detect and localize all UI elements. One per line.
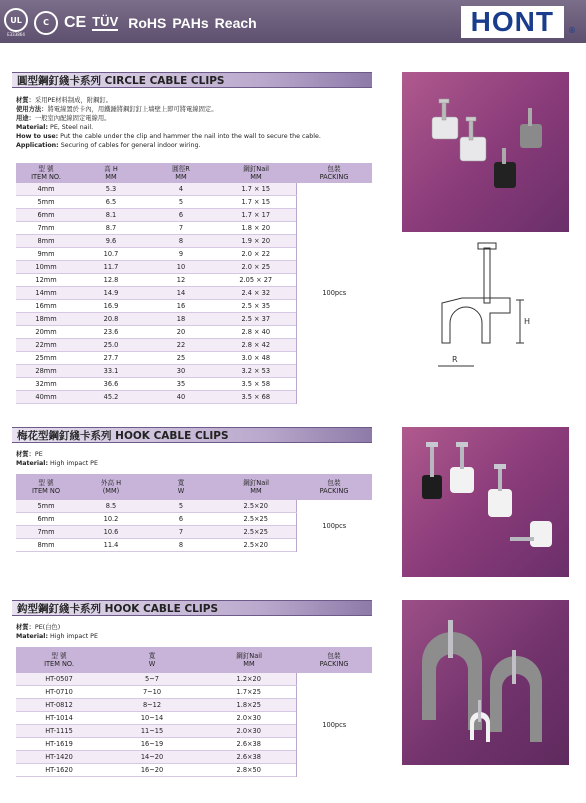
- table-cell: 12.8: [76, 274, 146, 287]
- col-header-height: 高 H MM: [76, 163, 146, 183]
- table-cell: 2.6×38: [202, 751, 296, 764]
- table-cell: 25mm: [16, 352, 76, 365]
- table-cell: 1.2×20: [202, 673, 296, 686]
- packing-cell: 100pcs: [296, 673, 372, 777]
- table-cell: 18: [146, 313, 216, 326]
- spec-table-circle-clips: [16, 163, 372, 404]
- table-cell: HT-0710: [16, 686, 102, 699]
- circle-clip-dimension-diagram: [402, 238, 569, 408]
- table-cell: 32mm: [16, 378, 76, 391]
- table-cell: 8mm: [16, 235, 76, 248]
- table-cell: 4mm: [16, 183, 76, 196]
- table-cell: 6: [146, 513, 216, 526]
- table-cell: 7mm: [16, 526, 76, 539]
- col-header-height: 外高 H (MM): [76, 474, 146, 500]
- table-cell: 27.7: [76, 352, 146, 365]
- table-cell: 10.6: [76, 526, 146, 539]
- cert-logos: [4, 8, 257, 37]
- table-cell: 2.0×30: [202, 712, 296, 725]
- table-cell: 8.5: [76, 500, 146, 513]
- table-cell: 16~19: [102, 738, 202, 751]
- table-cell: 6mm: [16, 209, 76, 222]
- table-cell: HT-1115: [16, 725, 102, 738]
- spec-table-hook-clips-2: [16, 647, 372, 777]
- table-cell: 2.8 × 42: [216, 339, 296, 352]
- table-cell: 36.6: [76, 378, 146, 391]
- table-cell: 2.6×38: [202, 738, 296, 751]
- ce-mark: CE: [64, 13, 87, 31]
- col-header-packing: 包裝 PACKING: [296, 163, 372, 183]
- table-cell: HT-1620: [16, 764, 102, 777]
- diagram-label-r: R: [452, 355, 458, 364]
- table-cell: 8: [146, 235, 216, 248]
- packing-cell: 100pcs: [296, 183, 372, 404]
- table-cell: 2.5×25: [216, 513, 296, 526]
- table-cell: 20.8: [76, 313, 146, 326]
- registered-mark: ®: [568, 26, 576, 35]
- table-cell: HT-0507: [16, 673, 102, 686]
- section-title-circle-clips: 圓型鋼釘綫卡系列 CIRCLE CABLE CLIPS: [12, 72, 372, 88]
- col-header-nail: 鋼釘Nail MM: [216, 474, 296, 500]
- table-cell: HT-0812: [16, 699, 102, 712]
- table-cell: 8mm: [16, 539, 76, 552]
- table-cell: 1.8 × 20: [216, 222, 296, 235]
- col-header-nail: 鋼釘Nail MM: [202, 647, 296, 673]
- table-cell: 10: [146, 261, 216, 274]
- table-cell: 16~20: [102, 764, 202, 777]
- table-cell: 2.0 × 25: [216, 261, 296, 274]
- table-cell: 9: [146, 248, 216, 261]
- table-cell: 3.5 × 68: [216, 391, 296, 404]
- table-cell: 16.9: [76, 300, 146, 313]
- table-cell: 14mm: [16, 287, 76, 300]
- table-cell: 11.7: [76, 261, 146, 274]
- table-cell: 16: [146, 300, 216, 313]
- circle-clips-photo: [402, 72, 569, 232]
- reach-text: Reach: [214, 14, 257, 31]
- table-cell: 14: [146, 287, 216, 300]
- table-cell: 5~7: [102, 673, 202, 686]
- col-header-width: 寬 W: [102, 647, 202, 673]
- table-cell: 4: [146, 183, 216, 196]
- table-cell: 8.1: [76, 209, 146, 222]
- tuv-mark: TÜV: [92, 14, 119, 29]
- table-cell: 7: [146, 222, 216, 235]
- table-cell: 45.2: [76, 391, 146, 404]
- table-cell: 12mm: [16, 274, 76, 287]
- table-cell: 9.6: [76, 235, 146, 248]
- table-cell: 2.5×20: [216, 539, 296, 552]
- ul-cert-icon: UL E333864: [4, 8, 28, 37]
- table-row: [16, 673, 372, 686]
- table-cell: 6.5: [76, 196, 146, 209]
- table-cell: 25: [146, 352, 216, 365]
- clip-photo-graphic: [402, 72, 569, 232]
- table-cell: 2.5×20: [216, 500, 296, 513]
- table-cell: 5mm: [16, 196, 76, 209]
- table-cell: 8~12: [102, 699, 202, 712]
- col-header-nail: 鋼釘Nail MM: [216, 163, 296, 183]
- table-cell: 3.0 × 48: [216, 352, 296, 365]
- table-cell: 2.5 × 37: [216, 313, 296, 326]
- col-header-packing: 包裝 PACKING: [296, 647, 372, 673]
- table-cell: 1.7×25: [202, 686, 296, 699]
- col-header-item: 型 號 ITEM NO: [16, 474, 76, 500]
- table-cell: 1.7 × 15: [216, 183, 296, 196]
- table-cell: 1.7 × 15: [216, 196, 296, 209]
- table-row: [16, 500, 372, 513]
- table-cell: 35: [146, 378, 216, 391]
- table-cell: 10.7: [76, 248, 146, 261]
- table-cell: 25.0: [76, 339, 146, 352]
- table-cell: HT-1619: [16, 738, 102, 751]
- table-cell: 12: [146, 274, 216, 287]
- table-cell: 5mm: [16, 500, 76, 513]
- table-cell: 18mm: [16, 313, 76, 326]
- table-cell: 14~20: [102, 751, 202, 764]
- table-cell: 6: [146, 209, 216, 222]
- table-cell: 23.6: [76, 326, 146, 339]
- table-cell: 40mm: [16, 391, 76, 404]
- table-cell: 5: [146, 196, 216, 209]
- table-cell: 7: [146, 526, 216, 539]
- table-cell: 2.0×30: [202, 725, 296, 738]
- pahs-text: PAHs: [172, 14, 209, 31]
- section-info-hook-clips: 材質：PE Material: High impact PE: [16, 451, 98, 467]
- table-cell: 11~15: [102, 725, 202, 738]
- table-cell: 10~14: [102, 712, 202, 725]
- table-cell: 33.1: [76, 365, 146, 378]
- table-cell: 2.5×25: [216, 526, 296, 539]
- col-header-packing: 包裝 PACKING: [296, 474, 372, 500]
- table-cell: 1.7 × 17: [216, 209, 296, 222]
- table-cell: 10.2: [76, 513, 146, 526]
- table-cell: 20: [146, 326, 216, 339]
- table-cell: 8.7: [76, 222, 146, 235]
- table-cell: 28mm: [16, 365, 76, 378]
- col-header-item: 型 號 ITEM NO.: [16, 163, 76, 183]
- table-cell: 10mm: [16, 261, 76, 274]
- table-cell: 11.4: [76, 539, 146, 552]
- rohs-text: RoHS: [128, 14, 167, 31]
- table-cell: 16mm: [16, 300, 76, 313]
- table-cell: HT-1420: [16, 751, 102, 764]
- col-header-radius: 圓徑R MM: [146, 163, 216, 183]
- table-row: [16, 183, 372, 196]
- section-title-hook-clips-2: 鈎型鋼釘綫卡系列 HOOK CABLE CLIPS: [12, 600, 372, 616]
- table-cell: 22mm: [16, 339, 76, 352]
- table-cell: HT-1014: [16, 712, 102, 725]
- hook-clips-2-photo: [402, 600, 569, 765]
- table-cell: 2.5 × 35: [216, 300, 296, 313]
- col-header-width: 寬 W: [146, 474, 216, 500]
- table-cell: 2.8×50: [202, 764, 296, 777]
- spec-table-hook-clips: [16, 474, 372, 552]
- col-header-item: 型 號 ITEM NO.: [16, 647, 102, 673]
- table-cell: 2.05 × 27: [216, 274, 296, 287]
- table-cell: 22: [146, 339, 216, 352]
- table-cell: 8: [146, 539, 216, 552]
- table-cell: 6mm: [16, 513, 76, 526]
- table-cell: 1.8×25: [202, 699, 296, 712]
- section-info-circle-clips: 材質：采用PE材料制成，附鋼釘。 使用方法：將電線置於卡內，用鐵錘將鋼釘釘上墻壁上即可將電線固定。 用途：一般室內配線固定電線用。 Material: PE, Steel nail. How to use: Put the cable under the clip and hammer the nail into the wall to secure the cable. Application: Securing of cables for general indoor wiring.: [16, 97, 321, 149]
- hook-clips-photo: [402, 427, 569, 577]
- table-cell: 40: [146, 391, 216, 404]
- brand-logo: HONT: [461, 6, 564, 38]
- header-bar: [0, 0, 586, 43]
- table-cell: 3.5 × 58: [216, 378, 296, 391]
- table-cell: 5: [146, 500, 216, 513]
- table-cell: 14.9: [76, 287, 146, 300]
- table-cell: 1.9 × 20: [216, 235, 296, 248]
- table-cell: 7mm: [16, 222, 76, 235]
- section-title-hook-clips: 梅花型鋼釘綫卡系列 HOOK CABLE CLIPS: [12, 427, 372, 443]
- table-cell: 2.8 × 40: [216, 326, 296, 339]
- packing-cell: 100pcs: [296, 500, 372, 552]
- diagram-label-h: H: [524, 317, 531, 326]
- table-cell: 9mm: [16, 248, 76, 261]
- section-info-hook-clips-2: 材質：PE(白色) Material: High impact PE: [16, 624, 98, 640]
- table-cell: 30: [146, 365, 216, 378]
- c-cert-icon: C: [34, 11, 58, 35]
- table-cell: 3.2 × 53: [216, 365, 296, 378]
- table-cell: 20mm: [16, 326, 76, 339]
- table-cell: 5.3: [76, 183, 146, 196]
- table-cell: 2.0 × 22: [216, 248, 296, 261]
- table-cell: 2.4 × 32: [216, 287, 296, 300]
- table-cell: 7~10: [102, 686, 202, 699]
